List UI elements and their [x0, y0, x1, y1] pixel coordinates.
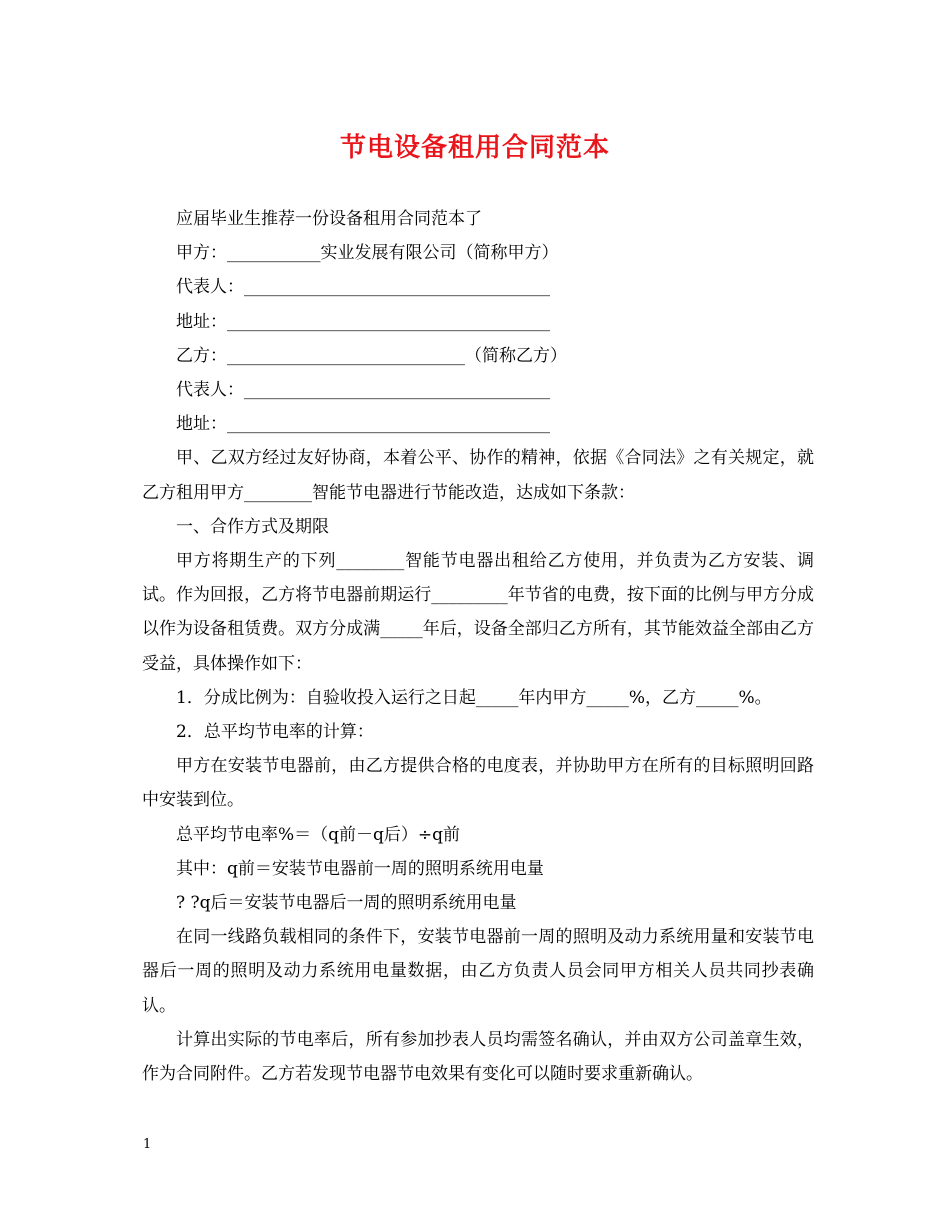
paragraph-formula: 总平均节电率%＝（q前－q后）÷q前	[176, 824, 461, 845]
paragraph-q-before: 其中：q前＝安装节电器前一周的照明系统用电量	[176, 858, 544, 879]
paragraph-party-b-representative: 代表人：____________________________________	[176, 380, 550, 401]
paragraph-calculation-heading: 2．总平均节电率的计算：	[176, 722, 374, 743]
paragraph-intro: 应届毕业生推荐一份设备租用合同范本了	[176, 209, 482, 229]
paragraph-preamble: 甲、乙双方经过友好协商，本着公平、协作的精神，依据《合同法》之有关规定，就乙方租用甲方________智能节电器进行节能改造，达成如下条款：	[142, 448, 814, 503]
paragraph-ratio: 1．分成比例为：自验收投入运行之日起_____年内甲方_____%，乙方_____%。	[176, 687, 772, 708]
paragraph-party-b-address: 地址：______________________________________	[176, 414, 550, 435]
document-body	[142, 202, 814, 1091]
section-heading-cooperation: 一、合作方式及期限	[176, 516, 329, 537]
document-title: 节电设备租用合同范本	[339, 133, 610, 163]
paragraph-confirmation: 计算出实际的节电率后，所有参加抄表人员均需签名确认，并由双方公司盖章生效，作为合同附件。乙方若发现节电器节电效果有变化可以随时要求重新确认。	[142, 1029, 814, 1085]
paragraph-party-a-representative: 代表人：____________________________________	[176, 277, 550, 298]
paragraph-party-a-address: 地址：______________________________________	[176, 311, 550, 332]
paragraph-meter-installation: 甲方在安装节电器前，由乙方提供合格的电度表，并协助甲方在所有的目标照明回路中安装到位。	[142, 756, 814, 811]
paragraph-party-a: 甲方：___________实业发展有限公司（简称甲方）	[176, 243, 559, 264]
paragraph-meter-reading: 在同一线路负载相同的条件下，安装节电器前一周的照明及动力系统用量和安装节电器后一周的照明及动力系统用电量数据，由乙方负责人员会同甲方相关人员共同抄表确认。	[142, 927, 814, 1016]
paragraph-q-after: ? ?q后＝安装节电器后一周的照明系统用电量	[176, 893, 517, 914]
paragraph-cooperation: 甲方将期生产的下列________智能节电器出租给乙方使用，并负责为乙方安装、调试。作为回报，乙方将节电器前期运行_________年节省的电费，按下面的比例与甲方分成以作为设备租赁费。双方分成满_____年后，设备全部归乙方所有，其节能效益全部由乙方受益，具体操作如下：	[142, 551, 814, 674]
paragraph-party-b: 乙方：____________________________（简称乙方）	[176, 345, 567, 366]
page-number: 1	[143, 1137, 152, 1152]
